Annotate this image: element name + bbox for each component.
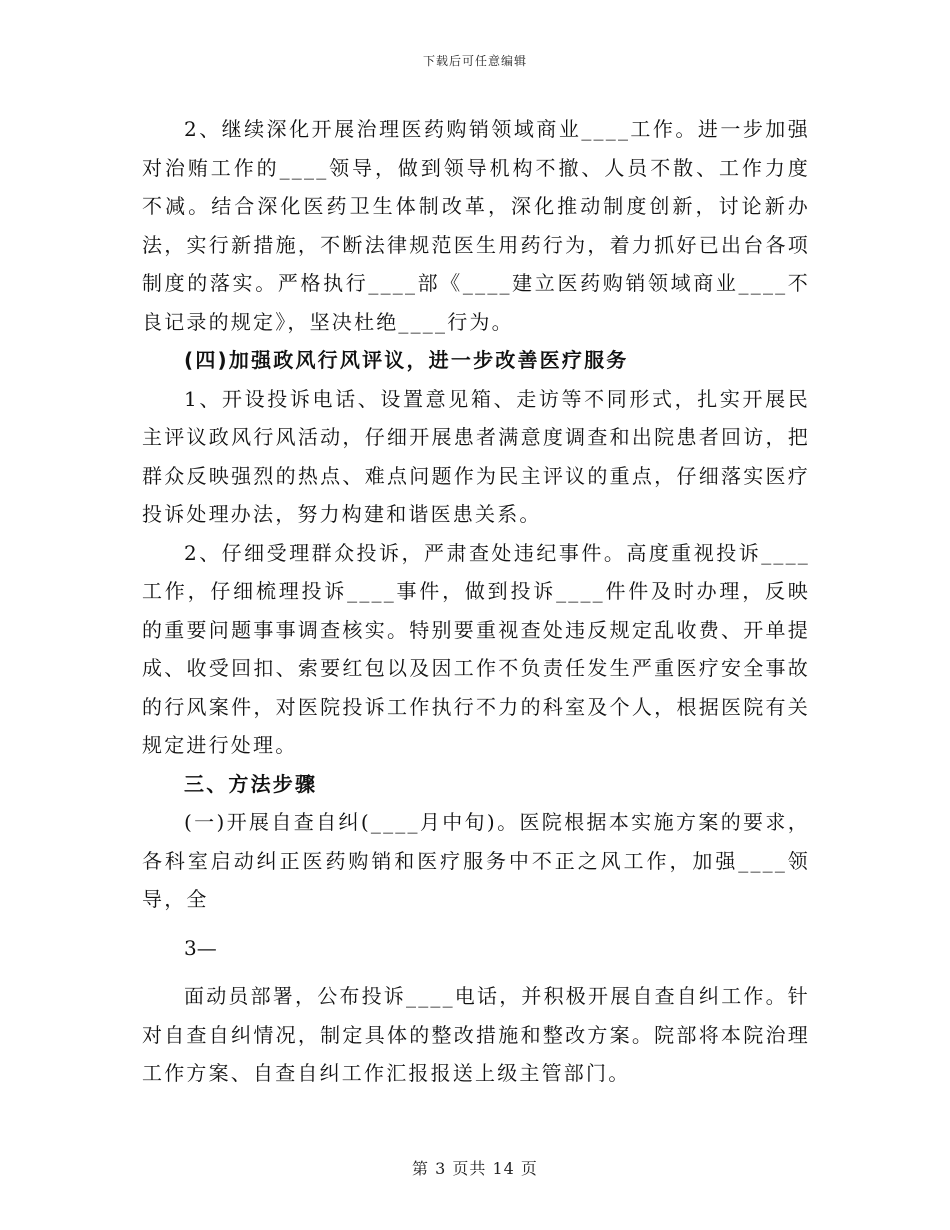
paragraph-complaint-channels: 1、开设投诉电话、设置意见箱、走访等不同形式，扎实开展民主评议政风行风活动，仔细开展患者满意度调查和出院患者回访，把群众反映强烈的热点、难点问题作为民主评议的重点，仔细落实医疗投诉处理办法，努力构建和谐医患关系。 [142, 386, 810, 526]
section-heading-methods: 三、方法步骤 [184, 771, 318, 796]
paragraph-complaint-handling: 2、仔细受理群众投诉，严肃查处违纪事件。高度重视投诉____工作，仔细梳理投诉____事件，做到投诉____件件及时办理，反映的重要问题事事调查核实。特别要重视查处违反规定乱收费、开单提成、收受回扣、索要红包以及因工作不负责任发生严重医疗安全事故的行风案件，对医院投诉工作执行不力的科室及个人，根据医院有关规定进行处理。 [142, 540, 810, 757]
page-header: 下载后可任意编辑 [422, 54, 527, 68]
paragraph-mobilization: 面动员部署，公布投诉____电话，并积极开展自查自纠工作。针对自查自纠情况，制定具体的整改措施和整改方案。院部将本院治理工作方案、自查自纠工作汇报报送上级主管部门。 [142, 984, 810, 1085]
page-footer: 第 3 页共 14 页 [412, 1159, 538, 1178]
paragraph-supervision: 2、继续深化开展治理医药购销领域商业____工作。进一步加强对治贿工作的____领导，做到领导机构不撤、人员不散、工作力度不减。结合深化医药卫生体制改革，深化推动制度创新，讨论新办法，实行新措施，不断法律规范医生用药行为，着力抓好已出台各项制度的落实。严格执行____部《____建立医药购销领域商业____不良记录的规定》，坚决杜绝____行为。 [142, 117, 810, 334]
paragraph-self-inspection: (一)开展自查自纠(____月中旬)。医院根据本实施方案的要求，各科室启动纠正医药购销和医疗服务中不正之风工作，加强____领导，全 [142, 810, 810, 911]
page-number-mark: 3— [184, 935, 217, 960]
section-heading-4: (四)加强政风行风评议，进一步改善医疗服务 [184, 348, 629, 372]
document-body [142, 110, 810, 1093]
